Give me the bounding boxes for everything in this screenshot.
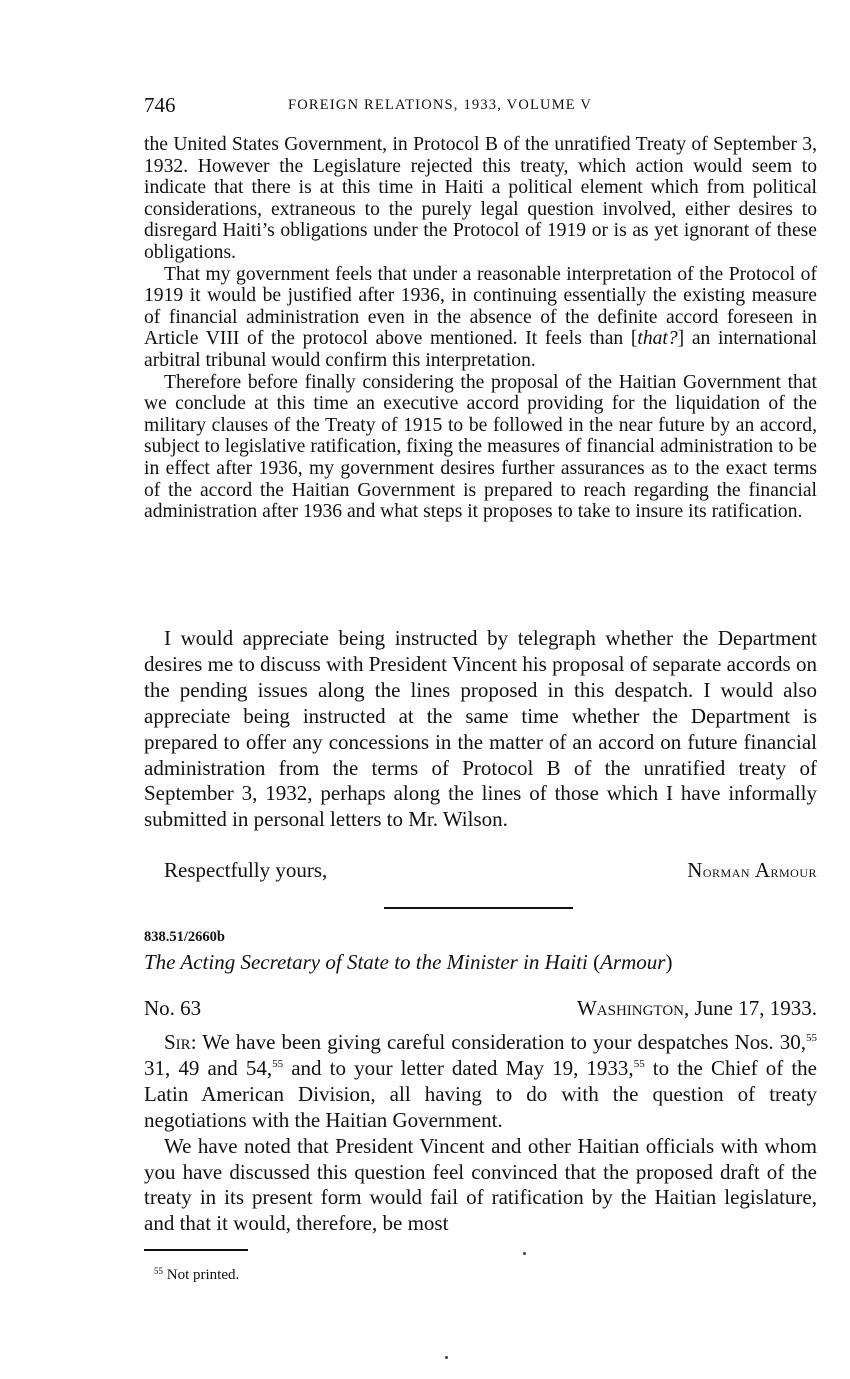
paragraph-text: and to your letter dated May 19, 1933,: [283, 1055, 634, 1080]
signature-text: orman: [702, 862, 751, 881]
running-head: FOREIGN RELATIONS, 1933, VOLUME V: [288, 97, 593, 113]
paragraph-consideration: [144, 1030, 817, 1134]
footnote-marker: 55: [154, 1266, 163, 1276]
paragraph-text: 31, 49 and 54,: [144, 1055, 273, 1080]
dateline-initial: W: [576, 996, 597, 1020]
salutation: Sir: [164, 1030, 191, 1054]
paragraph-instructions-request: I would appreciate being instructed by telegraph whether the Department desires me to discuss with President Vincent his proposal of separate accords on the pending issues along the lines proposed in this despatch. I would also appreciate being instructed at the same time whether the Department is prepared to offer any concessions in the matter of an accord on future financial administration from the terms of Protocol B of the unratified treaty of September 3, 1932, perhaps along the lines of those which I have informally submitted in personal letters to Mr. Wilson.: [144, 626, 817, 832]
paragraph-noted: We have noted that President Vincent and other Haitian officials with whom you have discussed this question feel convinced that the proposed draft of the treaty in its present form would fail of ratification by the Haitian legislature, and that it would, therefore, be most: [144, 1133, 817, 1236]
signature-text: rmour: [770, 862, 817, 881]
signature-initial: A: [754, 858, 771, 882]
page-number: 746: [144, 93, 176, 117]
letter-body: [144, 1030, 817, 1237]
paragraph-legislature: the United States Government, in Protocol B of the unratified Treaty of September 3, 1932. However the Legislature rejected this treaty, which action would seem to indicate that there is at this time in Haiti a political element which from political considerations, extraneous to the purely legal question involved, either desires to disregard Haiti’s obligations under the Protocol of 1919 or is as yet ignorant of these obligations.: [144, 134, 817, 263]
closing-line: Respectfully yours,: [164, 858, 328, 882]
paragraph-protocol-1919: [144, 264, 817, 372]
footnote-text: Not printed.: [163, 1267, 240, 1283]
footnote-ref: 55: [806, 1032, 817, 1044]
file-number: 838.51/2660b: [144, 929, 225, 945]
section-divider: [384, 907, 573, 909]
paragraph-assurances: Therefore before finally considering the proposal of the Haitian Government that we conclude at this time an executive accord providing for the liquidation of the military clauses of the Treaty of 1915 to be followed in the near future by an accord, subject to legislative ratification, fixing the measures of financial administration to be in effect after 1936, my government desires further assurances as to the exact terms of the accord the Haitian Government is prepared to reach regarding the financial administration after 1936 and what steps it proposes to take to insure its ratification.: [144, 371, 817, 523]
document-number: No. 63: [144, 996, 202, 1020]
paragraph-text: ] an international arbitral tribunal would confirm this interpretation.: [144, 328, 818, 371]
footnote: [154, 1266, 239, 1284]
title-text: The Acting Secretary of State to the Minister in Haiti: [144, 950, 588, 974]
signature-initial: N: [687, 858, 703, 882]
dateline: [577, 996, 817, 1021]
request-section: [144, 626, 817, 833]
quoted-despatch: [144, 134, 817, 523]
dateline-date: , June 17, 1933.: [684, 996, 817, 1020]
editorial-correction: that?: [637, 328, 678, 350]
dateline-place: ashington: [596, 996, 684, 1020]
page-header: [144, 93, 817, 119]
footnote-ref: 55: [633, 1057, 645, 1070]
document-title: [144, 950, 817, 975]
footnote-ref: 55: [272, 1057, 284, 1070]
title-paren: ): [665, 950, 673, 974]
paragraph-text: That my government feels that under a reasonable interpretation of the Protocol of 1919 it would be justified after 1936, in continuing essentially the existing measure of financial administration even in the absence of the definite accord foreseen in Article VIII of the protocol above mentioned. It feels than [: [144, 263, 817, 350]
print-speck: [523, 1252, 526, 1255]
footnote-rule: [144, 1249, 248, 1251]
signature: [687, 858, 817, 883]
title-addressee: Armour: [600, 950, 666, 974]
paragraph-text: : We have been giving careful consideration to your despatches Nos. 30,: [190, 1030, 806, 1054]
paragraph-text: to the Chief of the Latin American Division, all having to do with the question of treaty negotiations with the Haitian Government.: [144, 1055, 817, 1132]
print-speck: [445, 1356, 448, 1359]
title-paren: (: [593, 950, 601, 974]
